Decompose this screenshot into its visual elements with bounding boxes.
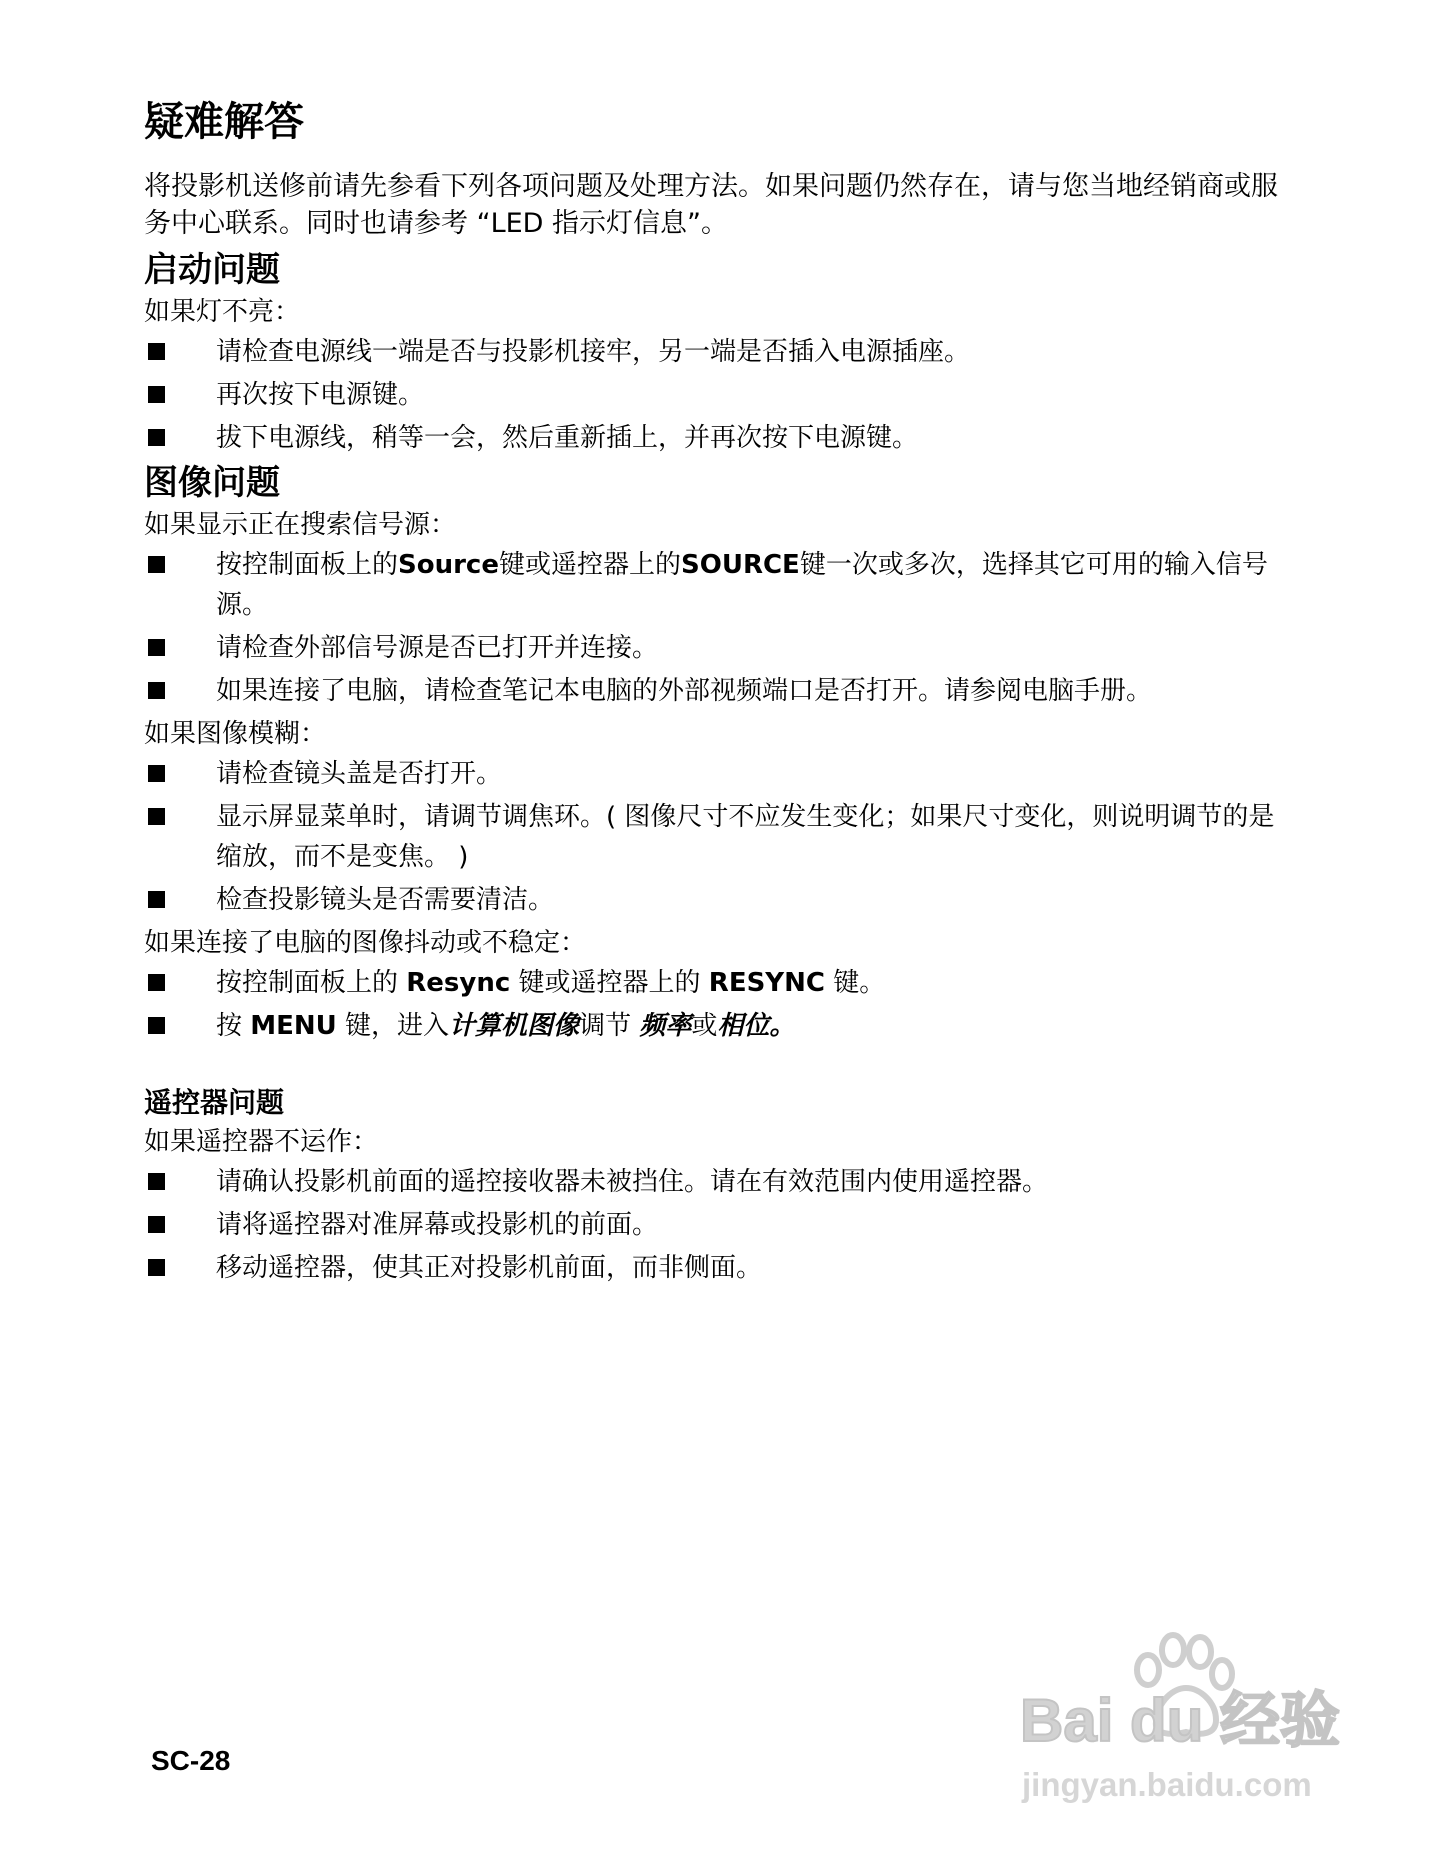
square-bullet-icon (148, 891, 165, 908)
unstable-item-resync (144, 963, 1294, 1003)
menu-term-frequency: 频率 (639, 1011, 692, 1041)
blur-item-2 (144, 797, 1294, 877)
startup-item-text: 再次按下电源键。 (216, 380, 425, 410)
square-bullet-icon (148, 765, 165, 782)
square-bullet-icon (148, 808, 165, 825)
item-text: 键或遥控器上的 (498, 550, 681, 580)
remote-heading: 遥控器问题 (144, 1086, 285, 1119)
square-bullet-icon (148, 974, 165, 991)
item-text: 键，进入 (336, 1011, 450, 1041)
blur-item-3 (144, 880, 1294, 920)
remote-item-2 (144, 1205, 1294, 1245)
key-label-source-remote: SOURCE (681, 550, 800, 580)
square-bullet-icon (148, 1216, 165, 1233)
remote-item-3 (144, 1248, 1294, 1288)
remote-condition: 如果遥控器不运作： (144, 1127, 379, 1157)
key-label-resync: Resync (406, 968, 511, 998)
intro-paragraph: 将投影机送修前请先参看下列各项问题及处理方法。如果问题仍然存在，请与您当地经销商或服务中心联系。同时也请参考 “LED 指示灯信息”。 (144, 171, 1278, 239)
item-text: 如果连接了电脑，请检查笔记本电脑的外部视频端口是否打开。请参阅电脑手册。 (216, 676, 1153, 706)
square-bullet-icon (148, 386, 165, 403)
item-text: 请将遥控器对准屏幕或投影机的前面。 (216, 1210, 659, 1240)
image-condition-blurry: 如果图像模糊： (144, 719, 327, 749)
item-text: 按 (216, 1011, 251, 1041)
item-text: 移动遥控器，使其正对投影机前面，而非侧面。 (216, 1253, 763, 1283)
square-bullet-icon (148, 639, 165, 656)
square-bullet-icon (148, 1259, 165, 1276)
watermark-url: jingyan.baidu.com (1022, 1766, 1312, 1803)
page-title: 疑难解答 (144, 99, 304, 145)
item-text: 显示屏显菜单时，请调节调焦环。( 图像尺寸不应发生变化；如果尺寸变化，则说明调节的是缩放，而不是变焦。 ) (216, 802, 1275, 872)
item-text: 键。 (824, 968, 886, 998)
blur-item-1 (144, 754, 1294, 794)
item-text: 按控制面板上的 (216, 550, 399, 580)
square-bullet-icon (148, 1017, 165, 1034)
document-page (144, 96, 1294, 1291)
image-condition-searching: 如果显示正在搜索信号源： (144, 510, 457, 540)
baidu-jingyan-watermark (1010, 1630, 1350, 1820)
item-text: 键一次或多次，选择其它可用的输入信号源。 (216, 550, 1268, 620)
unstable-item-menu (144, 1006, 1294, 1046)
startup-item-text: 拔下电源线，稍等一会，然后重新插上，并再次按下电源键。 (216, 423, 919, 453)
startup-item-2 (144, 375, 1294, 415)
image-item-source (144, 545, 1294, 625)
item-text: 键或遥控器上的 (510, 968, 709, 998)
image-item-external-source (144, 628, 1294, 668)
startup-item-text: 请检查电源线一端是否与投影机接牢，另一端是否插入电源插座。 (216, 337, 971, 367)
item-text: 请检查镜头盖是否打开。 (216, 759, 503, 789)
square-bullet-icon (148, 556, 165, 573)
square-bullet-icon (148, 429, 165, 446)
remote-item-1 (144, 1162, 1294, 1202)
item-text: 请检查外部信号源是否已打开并连接。 (216, 633, 659, 663)
key-label-resync-remote: RESYNC (708, 968, 825, 998)
item-text: 或 (691, 1011, 718, 1041)
page-number: SC-28 (151, 1745, 231, 1776)
menu-term-phase: 相位。 (717, 1011, 796, 1041)
startup-condition: 如果灯不亮： (144, 297, 301, 327)
image-heading: 图像问题 (144, 463, 280, 503)
image-item-laptop (144, 671, 1294, 711)
item-text: 检查投影镜头是否需要清洁。 (216, 885, 555, 915)
startup-item-1 (144, 332, 1294, 372)
square-bullet-icon (148, 1173, 165, 1190)
square-bullet-icon (148, 682, 165, 699)
key-label-menu: MENU (250, 1011, 337, 1041)
startup-heading: 启动问题 (144, 250, 280, 290)
item-text: 请确认投影机前面的遥控接收器未被挡住。请在有效范围内使用遥控器。 (216, 1167, 1049, 1197)
square-bullet-icon (148, 343, 165, 360)
item-text: 按控制面板上的 (216, 968, 407, 998)
key-label-source: Source (398, 550, 499, 580)
startup-item-3 (144, 418, 1294, 458)
item-text: 调节 (579, 1011, 640, 1041)
watermark-brand: Bai du 经验 (1020, 1687, 1341, 1754)
menu-term-computer-image: 计算机图像 (449, 1011, 580, 1041)
image-condition-unstable: 如果连接了电脑的图像抖动或不稳定： (144, 928, 587, 958)
